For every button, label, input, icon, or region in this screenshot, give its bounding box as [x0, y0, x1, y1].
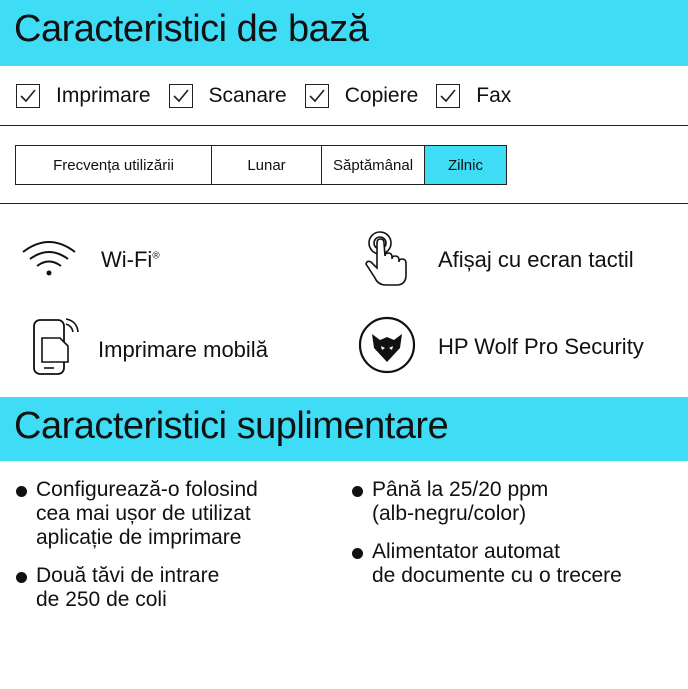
function-label: Scanare — [208, 84, 287, 107]
check-icon — [169, 84, 193, 108]
function-scan — [169, 84, 287, 108]
touch-hand-icon — [360, 230, 410, 293]
function-copy — [305, 84, 419, 108]
frequency-option-daily-selected: Zilnic — [425, 146, 506, 184]
function-fax — [436, 84, 511, 108]
list-item: Alimentator automat de documente cu o trecere — [352, 540, 682, 588]
mobile-phone-icon — [32, 318, 80, 381]
feature-label: Afișaj cu ecran tactil — [438, 247, 634, 272]
basic-features-title: Caracteristici de bază — [14, 8, 369, 50]
check-icon — [16, 84, 40, 108]
feature-label: Wi-Fi® — [101, 247, 160, 272]
extra-features-right — [352, 478, 682, 602]
bullet-icon — [16, 572, 27, 583]
function-label: Imprimare — [56, 84, 151, 107]
bullet-icon — [352, 548, 363, 559]
functions-row — [16, 84, 529, 108]
basic-features-header — [0, 0, 688, 66]
function-label: Copiere — [344, 84, 419, 107]
wifi-icon — [20, 238, 78, 283]
function-print — [16, 84, 151, 108]
frequency-label: Frecvența utilizării — [16, 146, 212, 184]
list-item: Configurează-o folosind cea mai ușor de utilizat aplicație de imprimare — [16, 478, 336, 550]
frequency-option-weekly: Săptămânal — [322, 146, 425, 184]
bullet-icon — [16, 486, 27, 497]
divider — [0, 203, 688, 204]
list-item: Până la 25/20 ppm (alb-negru/color) — [352, 478, 682, 526]
extra-features-title: Caracteristici suplimentare — [14, 405, 449, 447]
extra-features-header — [0, 397, 688, 461]
list-item: Două tăvi de intrare de 250 de coli — [16, 564, 336, 612]
function-label: Fax — [476, 84, 512, 107]
feature-label: Imprimare mobilă — [98, 337, 268, 362]
check-icon — [305, 84, 329, 108]
feature-label: HP Wolf Pro Security — [438, 334, 644, 359]
divider — [0, 125, 688, 126]
wolf-shield-icon — [358, 316, 416, 379]
bullet-icon — [352, 486, 363, 497]
usage-frequency-table — [15, 145, 507, 185]
check-icon — [436, 84, 460, 108]
extra-features-left — [16, 478, 336, 626]
frequency-option-monthly: Lunar — [212, 146, 322, 184]
